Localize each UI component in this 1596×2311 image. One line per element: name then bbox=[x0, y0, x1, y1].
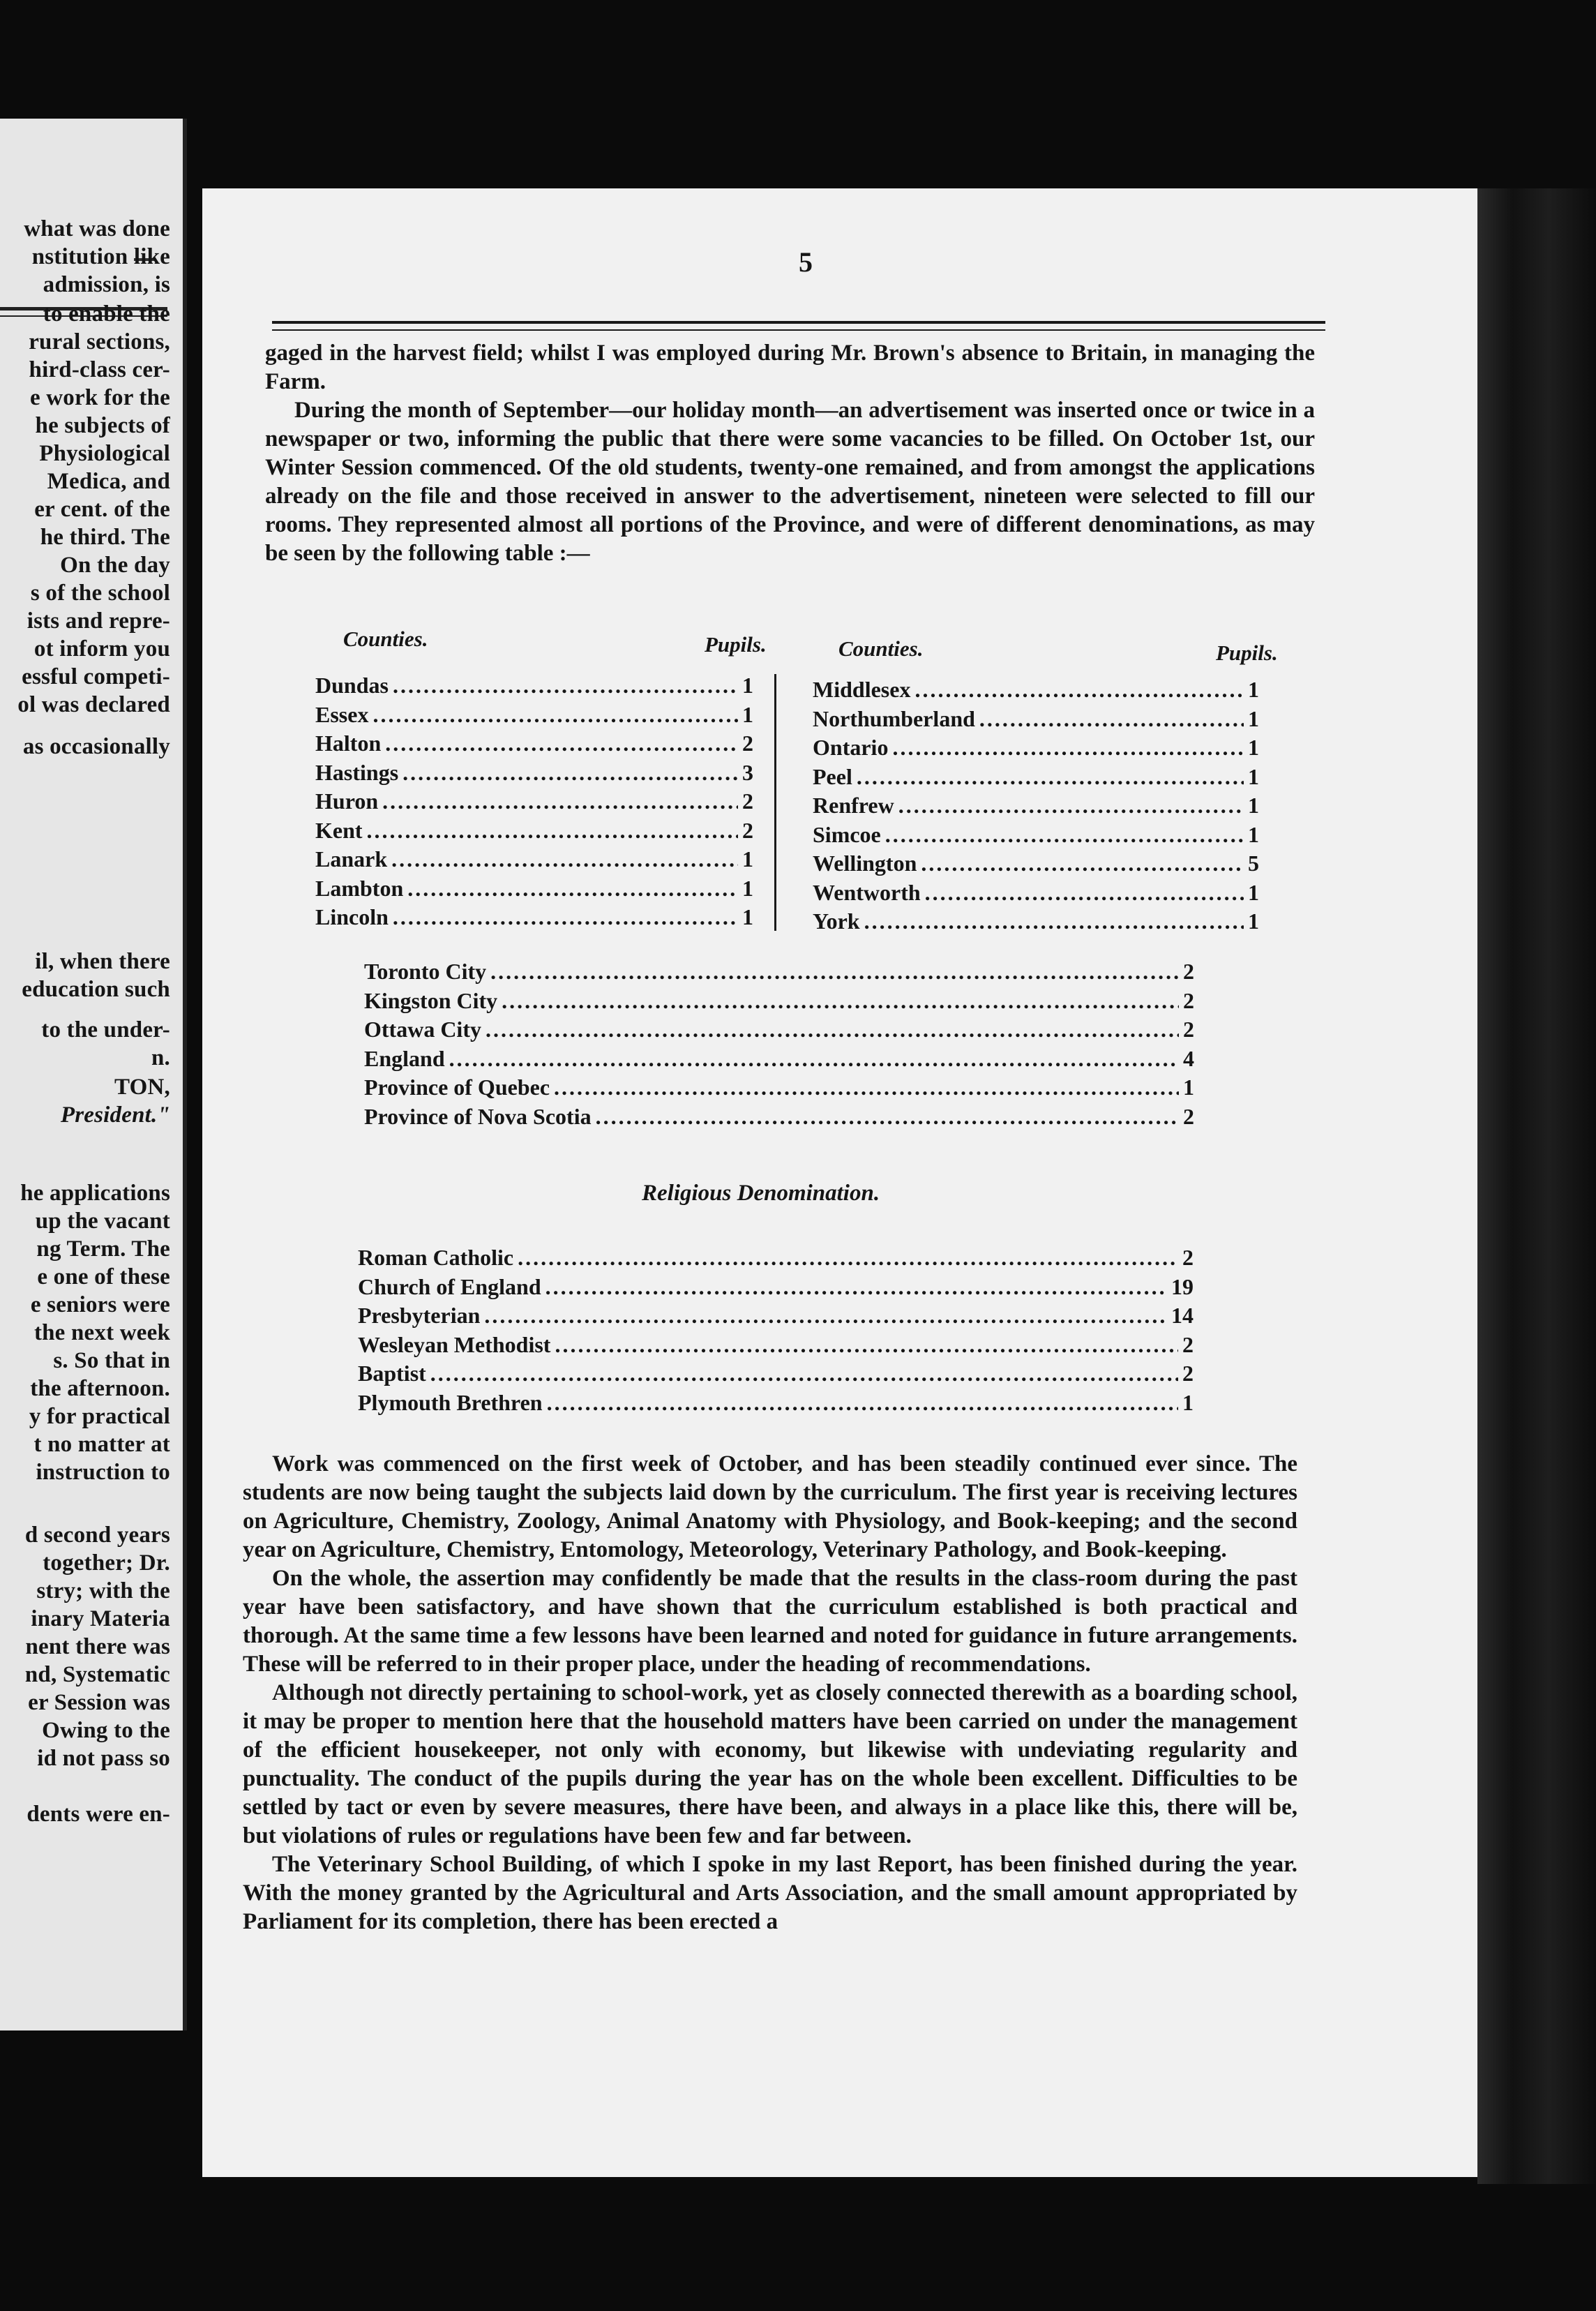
table-row bbox=[813, 907, 1259, 936]
left-page-line: s of the school bbox=[30, 581, 170, 606]
intro-paragraph-2: During the month of September—our holiday month—an advertisement was inserted once or twice in a newspaper or two, informing the public that there were some vacancies to be filled. On October 1st, our Winter Session commenced. Of the old students, twenty-one remained, and from amongst the applications already on the file and those received in answer to the advertisement, nineteen were selected to fill our rooms. They represented almost all portions of the Province, and were of different denominations, as may be seen by the following table :— bbox=[265, 398, 1315, 566]
row-label: England bbox=[364, 1045, 445, 1071]
dot-leader bbox=[898, 791, 1244, 821]
left-page-line: up the vacant bbox=[35, 1209, 170, 1234]
left-adjacent-page bbox=[0, 119, 187, 2030]
table-row bbox=[364, 987, 1194, 1016]
left-page-line: President." bbox=[60, 1102, 170, 1128]
dot-leader bbox=[391, 845, 738, 874]
dot-leader bbox=[979, 705, 1244, 734]
counties-left-list bbox=[315, 671, 753, 932]
row-label: Kent bbox=[315, 817, 363, 843]
table-row bbox=[813, 849, 1259, 878]
pupil-count: 1 bbox=[1248, 735, 1259, 760]
table-row bbox=[315, 671, 753, 701]
row-label: Wesleyan Methodist bbox=[358, 1331, 551, 1357]
table-row bbox=[315, 787, 753, 816]
row-label: Roman Catholic bbox=[358, 1245, 514, 1270]
left-page-line: y for practical bbox=[29, 1404, 170, 1429]
left-page-line: he third. The bbox=[40, 525, 170, 550]
left-page-line: to enable the bbox=[43, 301, 170, 327]
dot-leader bbox=[484, 1301, 1167, 1331]
dot-leader bbox=[372, 701, 738, 730]
row-label: Church of England bbox=[358, 1273, 541, 1299]
pupil-count: 1 bbox=[1248, 821, 1259, 847]
left-page-line: dents were en- bbox=[27, 1802, 170, 1827]
row-label: Lambton bbox=[315, 875, 404, 901]
left-page-line: d second years bbox=[24, 1523, 170, 1548]
pupil-count: 1 bbox=[742, 701, 753, 727]
body-paragraph-1: Work was commenced on the first week of October, and has been steadily continued ever since. The students are now being taught the subjects laid down by the curriculum. The first year is receiving lectures on Agriculture, Chemistry, Zoology, Animal Anatomy with Physiology, and Book-keeping; and the second year on Agriculture, Chemistry, Entomology, Meteorology, Veterinary Pathology, and Book-keeping. bbox=[243, 1451, 1297, 1562]
dot-leader bbox=[518, 1243, 1178, 1273]
left-page-line: e one of these bbox=[37, 1264, 170, 1289]
table-row bbox=[813, 878, 1259, 908]
religious-denomination-title: Religious Denomination. bbox=[642, 1181, 880, 1206]
row-label: Plymouth Brethren bbox=[358, 1389, 543, 1415]
table-row bbox=[364, 1015, 1194, 1045]
left-page-line: instruction to bbox=[36, 1460, 170, 1485]
table-row bbox=[813, 821, 1259, 850]
body-paragraph-3: Although not directly pertaining to school-work, yet as closely connected therewith as a boarding school, it may be proper to mention here that the household matters have been carried on under the management of the efficient housekeeper, not only with economy, but likewise with undeviating regularity and punctuality. The conduct of the pupils during the year has on the whole been excellent. Difficulties to be settled by tact or even by severe measures, there have been, and always in a place like this, there will be, but violations of rules or regulations have been few and far between. bbox=[243, 1680, 1297, 1848]
row-label: Province of Nova Scotia bbox=[364, 1103, 592, 1129]
pupil-count: 1 bbox=[1182, 1389, 1194, 1415]
row-label: Middlesex bbox=[813, 677, 911, 702]
pupil-count: 2 bbox=[742, 788, 753, 814]
dot-leader bbox=[367, 816, 738, 846]
pupil-count: 1 bbox=[1248, 793, 1259, 818]
row-label: Dundas bbox=[315, 673, 389, 698]
left-page-line: s. So that in bbox=[53, 1348, 170, 1373]
table-row bbox=[315, 701, 753, 730]
left-page-line: Medica, and bbox=[47, 469, 170, 494]
left-page-line: er cent. of the bbox=[34, 497, 170, 522]
book-spine bbox=[1477, 188, 1596, 2184]
dot-leader bbox=[864, 907, 1244, 936]
left-page-line: On the day bbox=[60, 553, 170, 578]
row-label: Wellington bbox=[813, 851, 917, 876]
table-row bbox=[364, 1045, 1194, 1074]
left-page-line: nent there was bbox=[25, 1634, 170, 1659]
dot-leader bbox=[393, 903, 738, 932]
pupil-count: 2 bbox=[1183, 959, 1194, 984]
pupils-header-left: Pupils. bbox=[705, 632, 767, 657]
left-page-line: Physiological bbox=[39, 441, 170, 466]
row-label: Northumberland bbox=[813, 705, 975, 731]
left-page-line: e seniors were bbox=[30, 1292, 170, 1317]
row-label: Simcoe bbox=[813, 821, 881, 847]
dot-leader bbox=[547, 1389, 1178, 1418]
table-row bbox=[315, 903, 753, 932]
table-row bbox=[358, 1331, 1194, 1360]
table-row bbox=[813, 763, 1259, 792]
row-label: Toronto City bbox=[364, 959, 487, 984]
counties-right-list bbox=[813, 675, 1259, 936]
pupil-count: 2 bbox=[742, 731, 753, 756]
left-page-line: t no matter at bbox=[33, 1432, 170, 1457]
page-number: 5 bbox=[799, 246, 813, 278]
left-page-line: to the under- bbox=[41, 1017, 170, 1042]
row-label: Lanark bbox=[315, 846, 388, 872]
row-label: York bbox=[813, 908, 860, 934]
dot-leader bbox=[914, 675, 1244, 705]
pupil-count: 1 bbox=[1183, 1075, 1194, 1100]
body-paragraph-2: On the whole, the assertion may confidently be made that the results in the class-room during the past year have been satisfactory, and have shown that the curriculum established is both practical and thorough. At the same time a few lessons have been learned and noted for guidance in future arrangements. These will be referred to in their proper place, under the heading of recommendations. bbox=[243, 1566, 1297, 1677]
pupil-count: 1 bbox=[742, 904, 753, 929]
table-row bbox=[364, 1102, 1194, 1132]
pupil-count: 19 bbox=[1171, 1273, 1194, 1299]
row-label: Province of Quebec bbox=[364, 1075, 550, 1100]
pupil-count: 2 bbox=[1182, 1245, 1194, 1270]
pupil-count: 1 bbox=[742, 846, 753, 872]
table-row bbox=[358, 1273, 1194, 1302]
left-page-line: ot inform you bbox=[33, 636, 170, 661]
table-row bbox=[813, 791, 1259, 821]
left-page-line: id not pass so bbox=[37, 1746, 170, 1771]
pupil-count: 5 bbox=[1248, 851, 1259, 876]
pupil-count: 1 bbox=[1248, 677, 1259, 702]
left-page-line: n. bbox=[151, 1045, 170, 1070]
table-row bbox=[315, 874, 753, 904]
dot-leader bbox=[555, 1331, 1178, 1360]
row-label: Lincoln bbox=[315, 904, 389, 929]
row-label: Huron bbox=[315, 788, 379, 814]
dot-leader bbox=[596, 1102, 1179, 1132]
pupil-count: 4 bbox=[1183, 1045, 1194, 1071]
left-page-line: he subjects of bbox=[35, 413, 170, 438]
dot-leader bbox=[485, 1015, 1179, 1045]
left-page-line: inary Materia bbox=[31, 1606, 170, 1631]
left-page-line: hird-class cer- bbox=[29, 357, 170, 382]
left-page-line: ol was declared bbox=[17, 692, 170, 717]
row-label: Halton bbox=[315, 731, 382, 756]
left-page-line: essful competi- bbox=[22, 664, 170, 689]
pupil-count: 3 bbox=[742, 759, 753, 785]
left-page-line: what was done bbox=[24, 216, 170, 241]
column-divider bbox=[774, 674, 776, 931]
left-page-line: as occasionally bbox=[22, 734, 170, 759]
pupil-count: 1 bbox=[1248, 705, 1259, 731]
religions-list bbox=[358, 1243, 1194, 1417]
dot-leader bbox=[382, 787, 738, 816]
dot-leader bbox=[385, 729, 738, 758]
row-label: Essex bbox=[315, 701, 369, 727]
left-page-line: nstitution like bbox=[31, 244, 170, 269]
header-rule bbox=[272, 321, 1325, 324]
table-row bbox=[813, 675, 1259, 705]
pupil-count: 2 bbox=[1183, 987, 1194, 1013]
left-page-line: stry; with the bbox=[36, 1578, 170, 1603]
dot-leader bbox=[402, 758, 738, 788]
pupil-count: 1 bbox=[742, 875, 753, 901]
counties-header-left: Counties. bbox=[343, 627, 428, 651]
dot-leader bbox=[502, 987, 1179, 1016]
dot-leader bbox=[407, 874, 738, 904]
row-label: Renfrew bbox=[813, 793, 894, 818]
table-row bbox=[315, 816, 753, 846]
dot-leader bbox=[925, 878, 1244, 908]
left-page-line: il, when there bbox=[35, 949, 170, 974]
pupil-count: 1 bbox=[1248, 908, 1259, 934]
table-row bbox=[315, 845, 753, 874]
left-page-line: admission, is bbox=[43, 272, 170, 297]
row-label: Ottawa City bbox=[364, 1017, 481, 1042]
dot-leader bbox=[393, 671, 738, 701]
other-places-list bbox=[364, 957, 1194, 1131]
left-page-line: nd, Systematic bbox=[24, 1662, 170, 1687]
left-page-line: he applications bbox=[20, 1181, 170, 1206]
header-rule-thin bbox=[272, 329, 1325, 331]
table-row bbox=[364, 1073, 1194, 1102]
left-page-line: er Session was bbox=[28, 1690, 170, 1715]
left-page-line: together; Dr. bbox=[43, 1550, 170, 1576]
pupil-count: 2 bbox=[1183, 1017, 1194, 1042]
left-page-line: education such bbox=[22, 977, 170, 1002]
pupil-count: 1 bbox=[1248, 879, 1259, 905]
pupil-count: 14 bbox=[1171, 1303, 1194, 1328]
intro-paragraph-1: gaged in the harvest field; whilst I was employed during Mr. Brown's absence to Britain, in managing the Farm. bbox=[265, 341, 1315, 394]
dot-leader bbox=[857, 763, 1244, 792]
pupil-count: 2 bbox=[1182, 1331, 1194, 1357]
left-page-line: e work for the bbox=[29, 385, 170, 410]
pupil-count: 2 bbox=[742, 817, 753, 843]
left-page-line: the next week bbox=[33, 1320, 170, 1345]
left-page-line: ng Term. The bbox=[36, 1236, 170, 1262]
row-label: Presbyterian bbox=[358, 1303, 481, 1328]
pupil-count: 1 bbox=[742, 673, 753, 698]
table-row bbox=[358, 1243, 1194, 1273]
table-row bbox=[358, 1301, 1194, 1331]
dot-leader bbox=[490, 957, 1179, 987]
table-row bbox=[315, 758, 753, 788]
table-row bbox=[358, 1359, 1194, 1389]
table-row bbox=[315, 729, 753, 758]
body-text bbox=[243, 1450, 1297, 1936]
table-row bbox=[358, 1389, 1194, 1418]
dot-leader bbox=[430, 1359, 1178, 1389]
table-row bbox=[813, 733, 1259, 763]
pupil-count: 2 bbox=[1183, 1103, 1194, 1129]
left-page-line: rural sections, bbox=[29, 329, 170, 354]
pupils-header-right: Pupils. bbox=[1216, 641, 1278, 665]
intro-text bbox=[265, 339, 1315, 568]
table-row bbox=[813, 705, 1259, 734]
dot-leader bbox=[892, 733, 1244, 763]
row-label: Hastings bbox=[315, 759, 399, 785]
dot-leader bbox=[554, 1073, 1179, 1102]
table-row bbox=[364, 957, 1194, 987]
left-page-line: Owing to the bbox=[42, 1718, 170, 1743]
dot-leader bbox=[449, 1045, 1179, 1074]
row-label: Ontario bbox=[813, 735, 889, 760]
pupil-count: 1 bbox=[1248, 763, 1259, 789]
counties-header-right: Counties. bbox=[838, 636, 924, 661]
row-label: Kingston City bbox=[364, 987, 498, 1013]
row-label: Peel bbox=[813, 763, 852, 789]
dot-leader bbox=[921, 849, 1244, 878]
body-paragraph-4: The Veterinary School Building, of which I spoke in my last Report, has been finished during the year. With the money granted by the Agricultural and Arts Association, and the small amount appropriated by Parliament for its completion, there has been erected a bbox=[243, 1852, 1297, 1934]
left-page-line: ists and repre- bbox=[27, 608, 170, 634]
dot-leader bbox=[885, 821, 1244, 850]
row-label: Wentworth bbox=[813, 879, 921, 905]
pupil-count: 2 bbox=[1182, 1361, 1194, 1386]
left-page-line: the afternoon. bbox=[30, 1376, 170, 1401]
row-label: Baptist bbox=[358, 1361, 426, 1386]
dot-leader bbox=[545, 1273, 1167, 1302]
left-page-line: TON, bbox=[114, 1075, 170, 1100]
